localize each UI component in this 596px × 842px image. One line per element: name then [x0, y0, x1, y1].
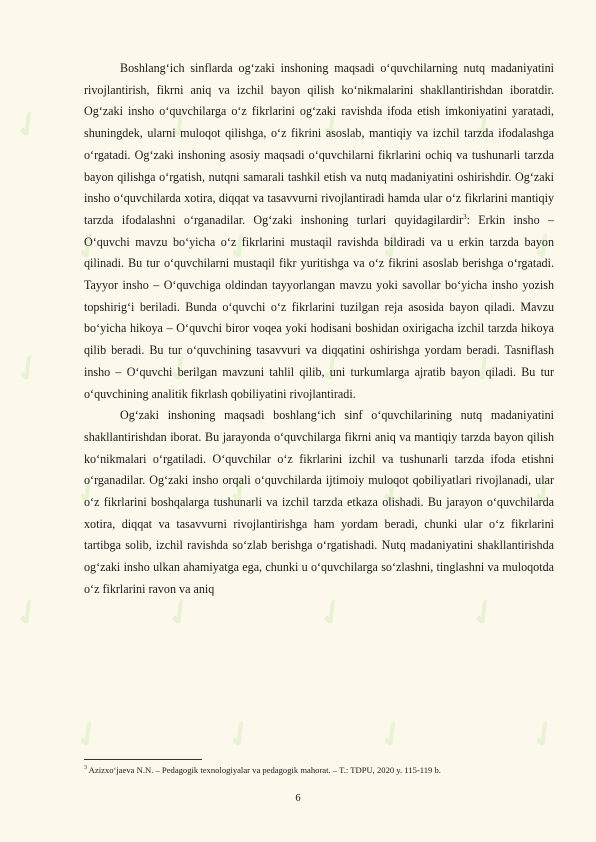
- footnote-text: Azizxo‘jaeva N.N. – Pedagogik texnologiyalar va pedagogik mahorat. – T.: TDPU, 2020 y. 115-119 b.: [87, 764, 441, 775]
- watermark-mark: ✓: [522, 467, 567, 515]
- watermark-mark: ✓: [462, 589, 507, 637]
- watermark-mark: ✓: [522, 223, 567, 271]
- footnote-divider: [84, 759, 202, 760]
- body-text: [84, 58, 554, 601]
- paragraph-1-text: Boshlang‘ich sinflarda og‘zaki inshoning maqsadi o‘quvchilarning nutq madaniyatini rivojlantirish, fikrni aniq va izchil bayon qilish ko‘nikmalarini shakllantirishdan iboratdir. Og‘zaki insho o‘quvchilarga o‘z fikrlarini og‘zaki ravishda ifoda etish imkoniyatini yaratadi, shuningdek, ularni muloqot qilishga, o‘z fikrini asoslab, mantiqiy va izchil tarzda ifodalashga o‘rgatadi. Og‘zaki inshoning asosiy maqsadi o‘quvchilarni fikrlarini ochiq va tushunarli tarzda bayon qilishga o‘rgatish, nutqni samarali tashkil etish va nutq madaniyatini oshirishdir. Og‘zaki insho o‘quvchilarda xotira, diqqat va tasavvurni rivojlantiradi hamda ular o‘z fikrlarini mantiqiy tarzda ifodalashni o‘rganadilar. Og‘zaki inshoning turlari quyidagilardir: [84, 61, 554, 227]
- watermark-mark: ✓: [370, 711, 415, 759]
- watermark-mark: ✓: [370, 467, 415, 515]
- watermark-mark: ✓: [218, 711, 263, 759]
- paragraph-1-continuation: : Erkin insho – O‘quvchi mavzu bo‘yicha o‘z fikrlarini mustaqil ravishda bildiradi va u erkin tarzda bayon qilinadi. Bu tur o‘quvchilarni mustaqil fikr yuritishga va o‘z fikrini asoslab berishga o‘rgatadi. Tayyor insho – O‘quvchiga oldindan tayyorlangan mavzu yoki savollar bo‘yicha insho yozish topshirig‘i beriladi. Bunda o‘quvchi o‘z fikrlarini tuzilgan reja asosida bayon qiladi. Mavzu bo‘yicha hikoya – O‘quvchi biror voqea yoki hodisani boshidan oxirigacha izchil tarzda hikoya qilib beradi. Bu tur o‘quvchining tasavvuri va diqqatini oshirishga yordam beradi. Tasniflash insho – O‘quvchi berilgan mavzuni tahlil qilib, uni turkumlarga ajratib bayon qiladi. Bu tur o‘quvchining analitik fikrlash qobiliyatini rivojlantiradi.: [84, 212, 554, 401]
- page-number: 6: [295, 793, 301, 804]
- watermark-mark: ✓: [218, 223, 263, 271]
- watermark-mark: ✓: [462, 101, 507, 149]
- watermark-mark: ✓: [310, 345, 355, 393]
- paragraph-1: [84, 58, 554, 405]
- watermark-mark: ✓: [66, 223, 111, 271]
- watermark-mark: ✓: [370, 223, 415, 271]
- watermark-mark: ✓: [158, 345, 203, 393]
- watermark-mark: ✓: [158, 589, 203, 637]
- watermark-mark: ✓: [158, 101, 203, 149]
- watermark-mark: ✓: [522, 711, 567, 759]
- watermark-mark: ✓: [310, 589, 355, 637]
- watermark-mark: ✓: [462, 345, 507, 393]
- watermark-mark: ✓: [218, 467, 263, 515]
- watermark-mark: ✓: [6, 589, 51, 637]
- watermark-mark: ✓: [6, 101, 51, 149]
- footnote-reference[interactable]: 3: [463, 212, 467, 221]
- watermark-mark: ✓: [66, 711, 111, 759]
- footnote-mark: 3: [84, 765, 87, 771]
- footnote: [84, 762, 554, 776]
- watermark-mark: ✓: [6, 345, 51, 393]
- paragraph-2: Og‘zaki inshoning maqsadi boshlang‘ich sinf o‘quvchilarining nutq madaniyatini shakllantirishdan iborat. Bu jarayonda o‘quvchilarga fikrni aniq va mantiqiy tarzda bayon qilish ko‘nikmalari o‘rgatiladi. O‘quvchilar o‘z fikrlarini izchil va tushunarli tarzda ifoda etishni o‘rganadilar. Og‘zaki insho orqali o‘quvchilarda ijtimoiy muloqot qobiliyatlari rivojlanadi, ular o‘z fikrlarini boshqalarga tushunarli va izchil tarzda etkaza olishadi. Bu jarayon o‘quvchilarda xotira, diqqat va tasavvurni rivojlantirishga ham yordam beradi, chunki ular o‘z fikrlarini tartibga solib, izchil ravishda so‘zlab berishga o‘rgatishadi. Nutq madaniyatini shakllantirishda og‘zaki insho ulkan ahamiyatga ega, chunki u o‘quvchilarga so‘zlashni, tinglashni va muloqotda o‘z fikrlarini ravon va aniq: [84, 408, 554, 596]
- watermark-mark: ✓: [310, 101, 355, 149]
- watermark-mark: ✓: [66, 467, 111, 515]
